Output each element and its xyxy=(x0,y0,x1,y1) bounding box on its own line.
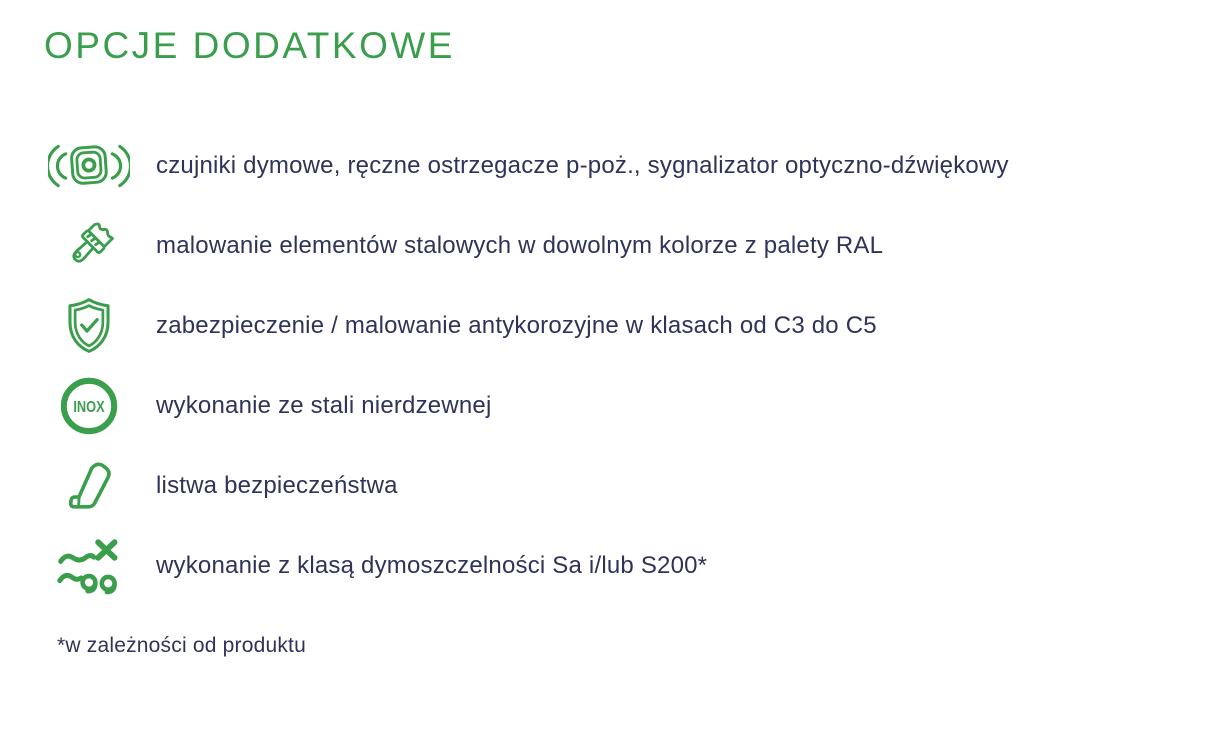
options-list xyxy=(44,126,1186,606)
option-label: listwa bezpieczeństwa xyxy=(156,472,398,500)
list-item xyxy=(44,526,1186,606)
option-label: malowanie elementów stalowych w dowolnym kolorze z palety RAL xyxy=(156,232,884,260)
shield-check-icon xyxy=(44,295,134,357)
inox-label: INOX xyxy=(73,398,105,417)
option-label: wykonanie ze stali nierdzewnej xyxy=(156,392,492,420)
safety-edge-icon xyxy=(44,457,134,515)
inox-badge-icon xyxy=(44,375,134,437)
list-item xyxy=(44,286,1186,366)
paintbrush-icon xyxy=(44,216,134,276)
option-label: zabezpieczenie / malowanie antykorozyjne w klasach od C3 do C5 xyxy=(156,312,877,340)
list-item xyxy=(44,446,1186,526)
list-item xyxy=(44,206,1186,286)
footnote: *w zależności od produktu xyxy=(57,634,306,658)
alarm-sensor-icon xyxy=(44,138,134,194)
option-label: wykonanie z klasą dymoszczelności Sa i/lub S200* xyxy=(156,552,708,580)
option-label: czujniki dymowe, ręczne ostrzegacze p-poż., sygnalizator optyczno-dźwiękowy xyxy=(156,152,1009,180)
list-item xyxy=(44,126,1186,206)
list-item xyxy=(44,366,1186,446)
smoke-tightness-icon xyxy=(44,536,134,596)
page-title: OPCJE DODATKOWE xyxy=(44,25,455,66)
